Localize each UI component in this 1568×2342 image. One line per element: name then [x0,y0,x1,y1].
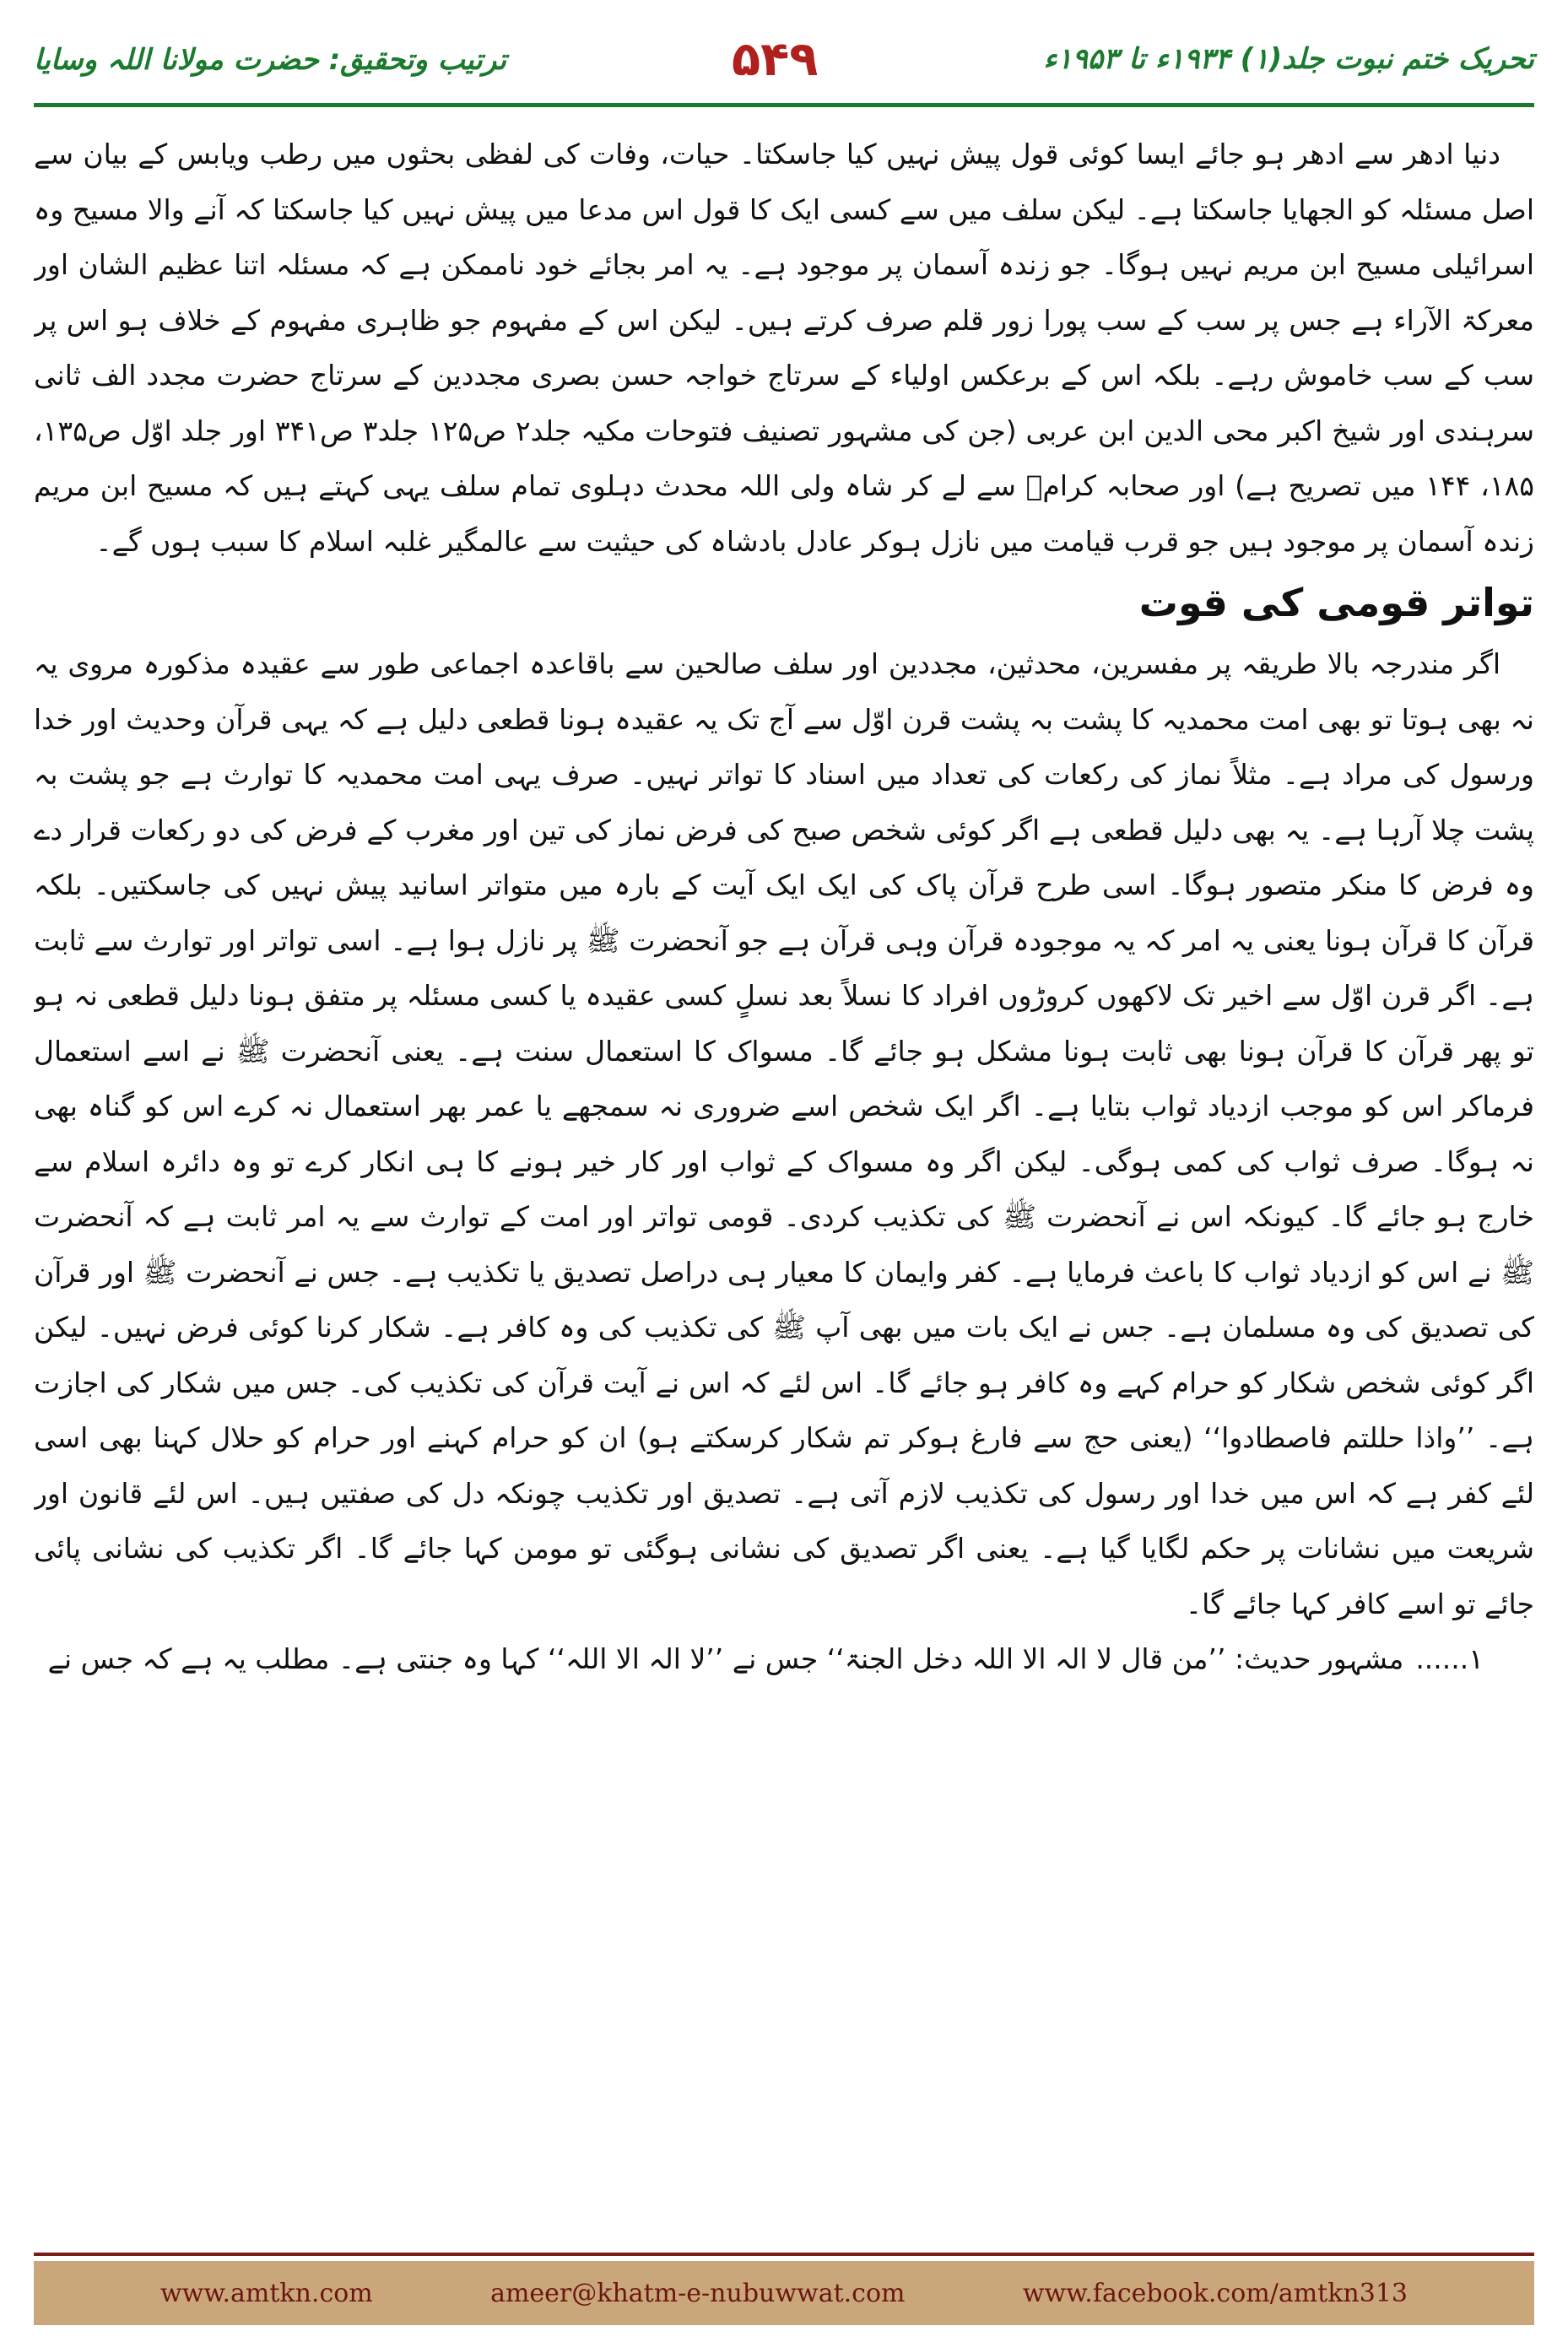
paragraph-1: دنیا ادھر سے ادھر ہو جائے ایسا کوئی قول پیش نہیں کیا جاسکتا۔ حیات، وفات کی لفظی بحثوں میں رطب ویابس کے بیان سے اصل مسئلہ کو الجھایا جاسکتا ہے۔ لیکن سلف میں سے کسی ایک کا قول اس مدعا میں پیش نہیں کیا جاسکتا کہ آنے والا مسیح وہ اسرائیلی مسیح ابن مریم نہیں ہوگا۔ جو زندہ آسمان پر موجود ہے۔ یہ امر بجائے خود ناممکن ہے کہ مسئلہ اتنا عظیم الشان اور معرکۃ الآراء ہے جس پر سب کے سب پورا زور قلم صرف کرتے ہیں۔ لیکن اس کے مفہوم جو ظاہری مفہوم کے خلاف ہو اس پر سب کے سب خاموش رہے۔ بلکہ اس کے برعکس اولیاء کے سرتاج خواجہ حسن بصری مجددین کے سرتاج حضرت مجدد الف ثانی سرہندی اور شیخ اکبر محی الدین ابن عربی (جن کی مشہور تصنیف فتوحات مکیہ جلد۲ ص۱۲۵ جلد۳ ص۳۴۱ اور جلد اوّل ص۱۳۵، ۱۸۵، ۱۴۴ میں تصریح ہے) اور صحابہ کرامؓ سے لے کر شاہ ولی اللہ محدث دہلوی تمام سلف یہی کہتے ہیں کہ مسیح ابن مریم زندہ آسمان پر موجود ہیں جو قرب قیامت میں نازل ہوکر عادل بادشاہ کی حیثیت سے عالمگیر غلبہ اسلام کا سبب ہوں گے۔ [34,138,1534,558]
compiler-credit: ترتیب وتحقیق: حضرت مولانا اللہ وسایا [34,42,507,77]
footer-website-link[interactable]: www.amtkn.com [160,2278,373,2308]
footnote [34,1631,1534,1687]
footnote-number: ۱...... [1415,1642,1484,1675]
page-body [34,127,1534,2241]
footer-bar [34,2261,1534,2325]
page-number: ۵۴۹ [731,31,819,87]
section-heading: تواتر قومی کی قوت [1138,580,1534,625]
footer-email-link[interactable]: ameer@khatm-e-nubuwwat.com [490,2278,906,2308]
header-divider [34,103,1534,107]
footer-divider [34,2253,1534,2256]
footer-facebook-link[interactable]: www.facebook.com/amtkn313 [1022,2278,1408,2308]
page-header [34,17,1534,101]
footnote-text: مشہور حدیث: ’’من قال لا الہ الا اللہ دخل الجنۃ‘‘ جس نے ’’لا الہ الا اللہ‘‘ کہا وہ جنتی ہے۔ مطلب یہ ہے کہ جس نے [47,1642,1404,1675]
paragraph-2: اگر مندرجہ بالا طریقہ پر مفسرین، محدثین، مجددین اور سلف صالحین سے باقاعدہ اجماعی طور سے عقیدہ مذکورہ مروی یہ نہ بھی ہوتا تو بھی امت محمدیہ کا پشت بہ پشت قرن اوّل سے آج تک یہ عقیدہ ہونا قطعی دلیل ہے کہ یہی قرآن وحدیث اور خدا ورسول کی مراد ہے۔ مثلاً نماز کی رکعات کی تعداد میں اسناد کا تواتر نہیں۔ صرف یہی امت محمدیہ کا توارث ہے جو پشت بہ پشت چلا آرہا ہے۔ یہ بھی دلیل قطعی ہے اگر کوئی شخص صبح کی فرض نماز کی تین اور مغرب کے فرض کی دو رکعات قرار دے وہ فرض کا منکر متصور ہوگا۔ اسی طرح قرآن پاک کی ایک ایک آیت کے بارہ میں متواتر اسانید پیش نہیں کی جاسکتیں۔ بلکہ قرآن کا قرآن ہونا یعنی یہ امر کہ یہ موجودہ قرآن وہی قرآن ہے جو آنحضرت ﷺ پر نازل ہوا ہے۔ اسی تواتر اور توارث سے ثابت ہے۔ اگر قرن اوّل سے اخیر تک لاکھوں کروڑوں افراد کا نسلاً بعد نسلٍ کسی عقیدہ یا کسی مسئلہ پر متفق ہونا دلیل قطعی نہ ہو تو پھر قرآن کا قرآن ہونا بھی ثابت ہونا مشکل ہو جائے گا۔ مسواک کا استعمال سنت ہے۔ یعنی آنحضرت ﷺ نے اسے استعمال فرماکر اس کو موجب ازدیاد ثواب بتایا ہے۔ اگر ایک شخص اسے ضروری نہ سمجھے یا عمر بھر استعمال نہ کرے اس کو گناہ بھی نہ ہوگا۔ صرف ثواب کی کمی ہوگی۔ لیکن اگر وہ مسواک کے ثواب اور کار خیر ہونے کا ہی انکار کرے تو وہ دائرہ اسلام سے خارج ہو جائے گا۔ کیونکہ اس نے آنحضرت ﷺ کی تکذیب کردی۔ قومی تواتر اور امت کے توارث سے یہ امر ثابت ہے کہ آنحضرت ﷺ نے اس کو ازدیاد ثواب کا باعث فرمایا ہے۔ کفر وایمان کا معیار ہی دراصل تصدیق یا تکذیب ہے۔ جس نے آنحضرت ﷺ اور قرآن کی تصدیق کی وہ مسلمان ہے۔ جس نے ایک بات میں بھی آپ ﷺ کی تکذیب کی وہ کافر ہے۔ شکار کرنا کوئی فرض نہیں۔ لیکن اگر کوئی شخص شکار کو حرام کہے وہ کافر ہو جائے گا۔ اس لئے کہ اس نے آیت قرآن کی تکذیب کی۔ جس میں شکار کی اجازت ہے۔ ’’واذا حللتم فاصطادوا‘‘ (یعنی حج سے فارغ ہوکر تم شکار کرسکتے ہو) ان کو حرام کہنے اور حرام کو حلال کہنا بھی اسی لئے کفر ہے کہ اس میں خدا اور رسول کی تکذیب لازم آتی ہے۔ تصدیق اور تکذیب چونکہ دل کی صفتیں ہیں۔ اس لئے قانون اور شریعت میں نشانات پر حکم لگایا گیا ہے۔ یعنی اگر تصدیق کی نشانی ہوگئی تو مومن کہا جائے گا۔ اگر تکذیب کی نشانی پائی جائے تو اسے کافر کہا جائے گا۔ [34,647,1534,1620]
running-title: تحریک ختم نبوت جلد(۱) ۱۹۳۴ء تا ۱۹۵۳ء [1043,42,1534,76]
